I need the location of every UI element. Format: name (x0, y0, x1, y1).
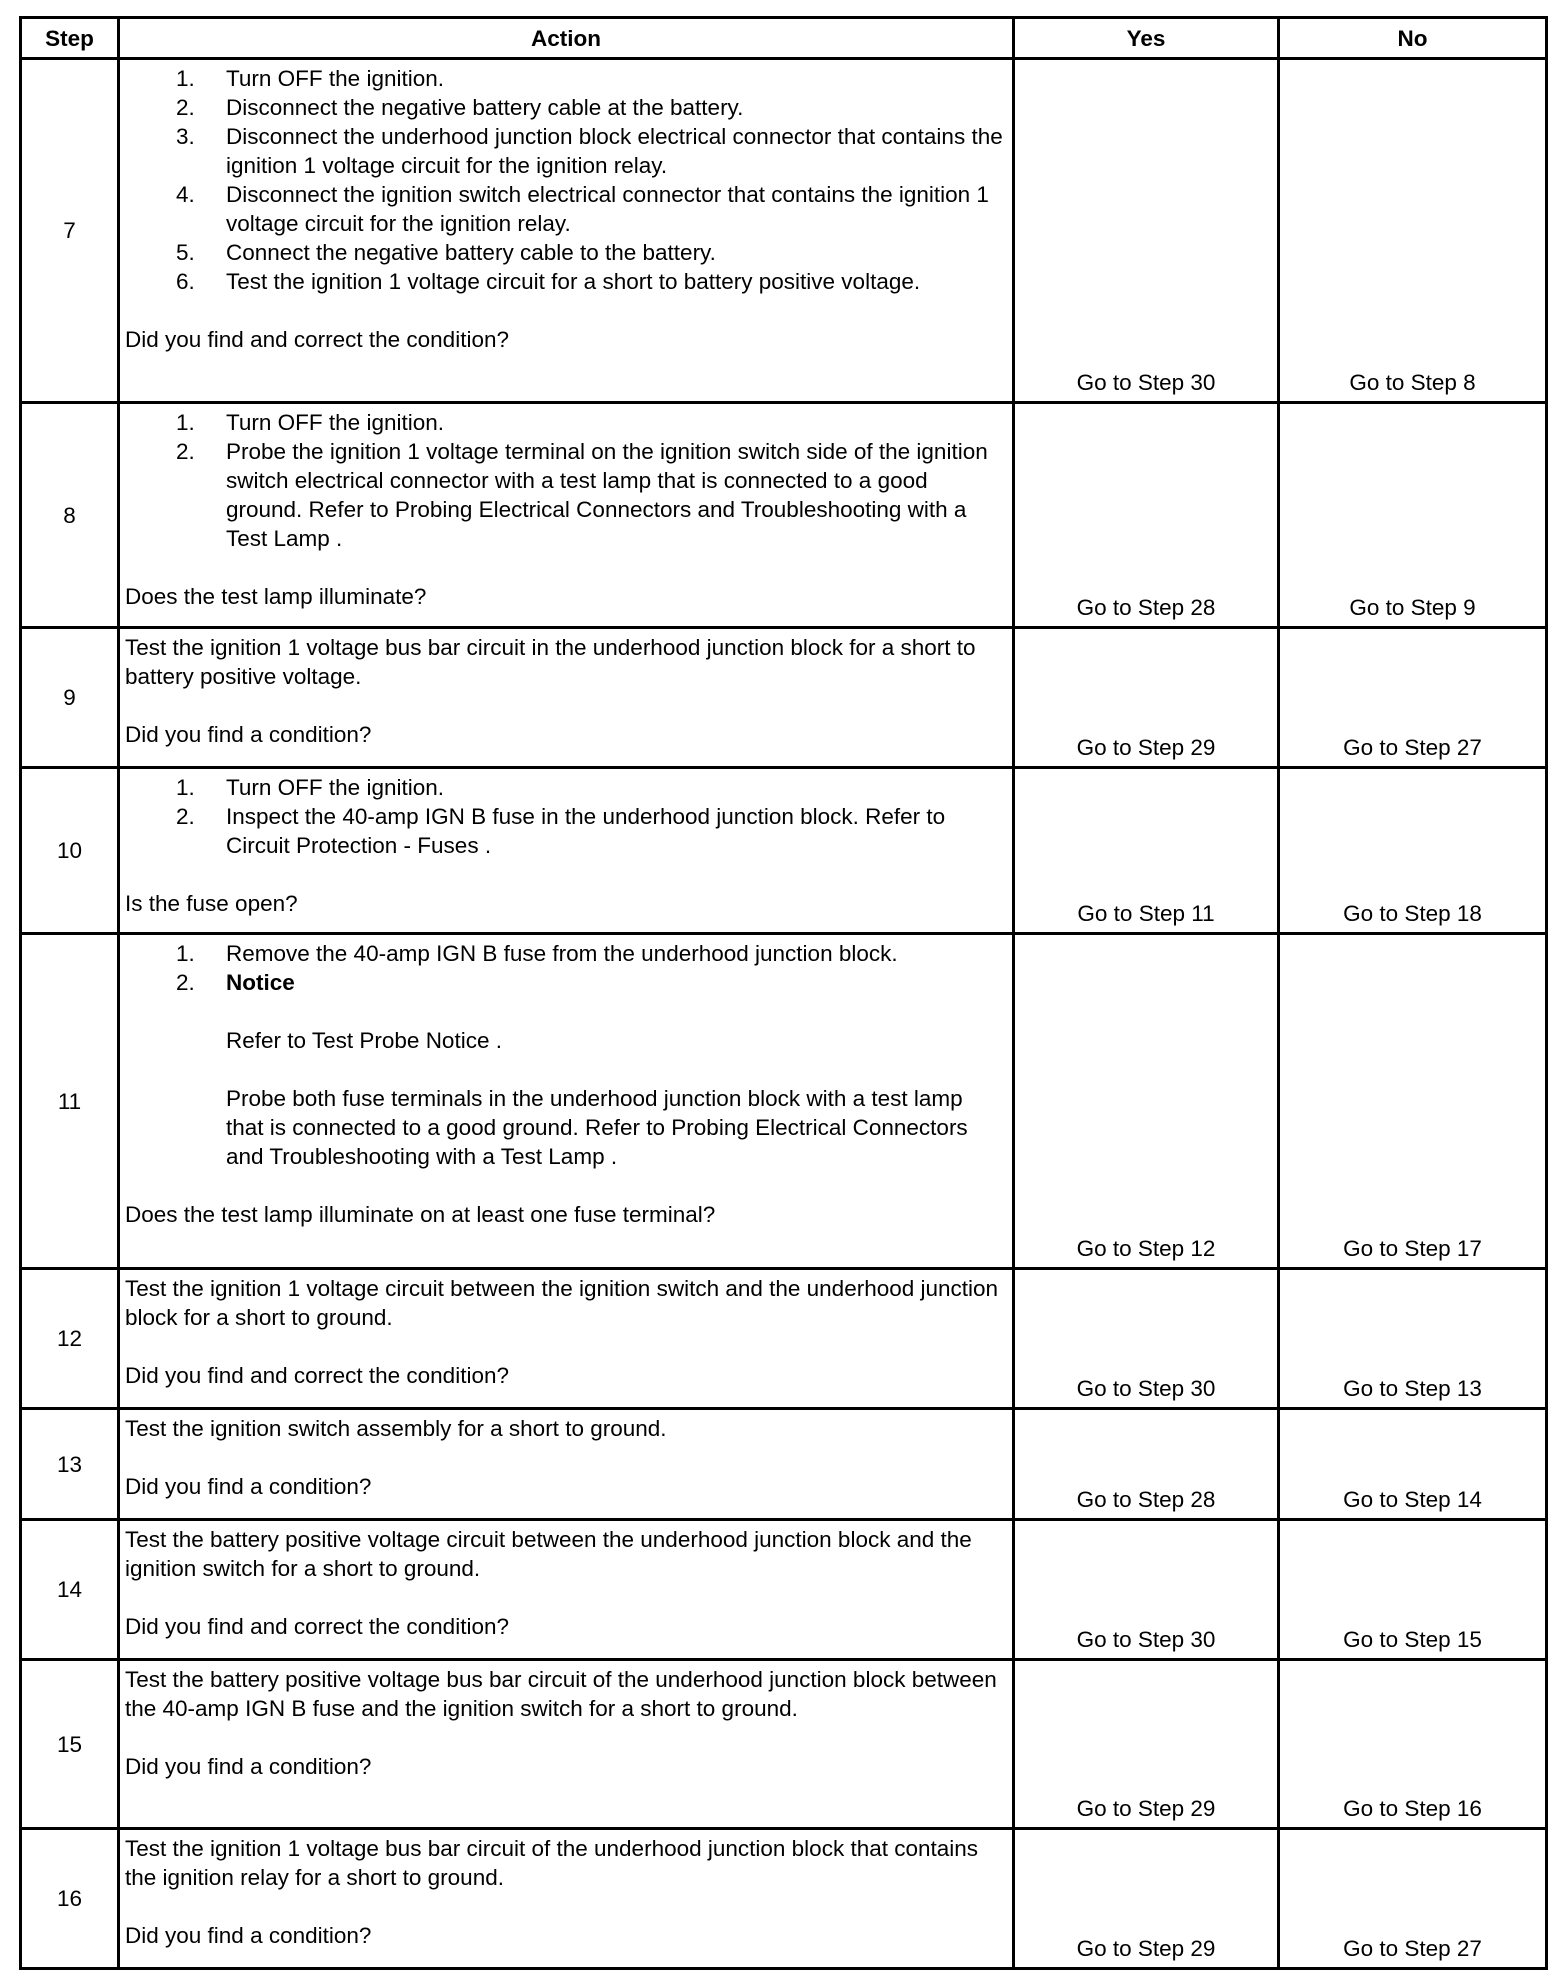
step-number: 15 (21, 1660, 119, 1829)
action-list (125, 408, 1006, 553)
step-number: 7 (21, 59, 119, 403)
no-result: Go to Step 18 (1279, 768, 1547, 934)
yes-result: Go to Step 28 (1014, 1409, 1279, 1520)
no-result: Go to Step 27 (1279, 628, 1547, 768)
table-row (21, 403, 1547, 628)
item-text: Turn OFF the ignition. (226, 410, 445, 435)
item-text: Disconnect the ignition switch electrical connector that contains the ignition 1 voltage circuit for the ignition relay. (226, 182, 989, 236)
question-text: Did you find and correct the condition? (125, 1614, 509, 1639)
list-item (125, 64, 1006, 93)
table-row (21, 1269, 1547, 1409)
list-item (125, 968, 1006, 1171)
yes-result: Go to Step 29 (1014, 1660, 1279, 1829)
step-number: 16 (21, 1829, 119, 1969)
table-row (21, 934, 1547, 1269)
list-item (125, 267, 1006, 296)
list-item (125, 408, 1006, 437)
yes-result: Go to Step 12 (1014, 934, 1279, 1269)
table-row (21, 1660, 1547, 1829)
notice-reference: Refer to Test Probe Notice . (226, 1028, 502, 1053)
step-number: 8 (21, 403, 119, 628)
step-number: 14 (21, 1520, 119, 1660)
action-cell (119, 1269, 1014, 1409)
no-result: Go to Step 17 (1279, 934, 1547, 1269)
action-text: Test the ignition switch assembly for a short to ground. (125, 1416, 667, 1441)
yes-result: Go to Step 11 (1014, 768, 1279, 934)
table-row (21, 1829, 1547, 1969)
list-item (125, 122, 1006, 180)
table-row (21, 1409, 1547, 1520)
action-text: Test the battery positive voltage bus bar circuit of the underhood junction block between the 40-amp IGN B fuse and the ignition switch for a short to ground. (125, 1667, 997, 1721)
item-text: Disconnect the negative battery cable at the battery. (226, 95, 744, 120)
action-text: Test the ignition 1 voltage circuit between the ignition switch and the underhood junction block for a short to ground. (125, 1276, 999, 1330)
question-text: Does the test lamp illuminate? (125, 584, 427, 609)
item-number: 2. (176, 804, 195, 829)
header-step: Step (21, 18, 119, 59)
no-result: Go to Step 15 (1279, 1520, 1547, 1660)
action-cell (119, 1409, 1014, 1520)
item-number: 2. (176, 95, 195, 120)
step-number: 10 (21, 768, 119, 934)
question-text: Did you find a condition? (125, 722, 372, 747)
list-item (125, 93, 1006, 122)
item-number: 5. (176, 240, 195, 265)
item-text: Connect the negative battery cable to the battery. (226, 240, 716, 265)
question-text: Does the test lamp illuminate on at least one fuse terminal? (125, 1202, 716, 1227)
step-number: 12 (21, 1269, 119, 1409)
action-cell (119, 1660, 1014, 1829)
table-row (21, 628, 1547, 768)
item-number: 1. (176, 941, 195, 966)
list-item (125, 238, 1006, 267)
list-item (125, 939, 1006, 968)
notice-label: Notice (226, 970, 295, 995)
header-yes: Yes (1014, 18, 1279, 59)
question-text: Did you find and correct the condition? (125, 327, 509, 352)
item-number: 6. (176, 269, 195, 294)
action-cell (119, 59, 1014, 403)
action-list (125, 939, 1006, 1171)
item-number: 2. (176, 439, 195, 464)
step-number: 13 (21, 1409, 119, 1520)
action-cell (119, 1829, 1014, 1969)
item-text: Remove the 40-amp IGN B fuse from the underhood junction block. (226, 941, 898, 966)
item-number: 1. (176, 775, 195, 800)
action-list (125, 773, 1006, 860)
action-cell (119, 934, 1014, 1269)
no-result: Go to Step 16 (1279, 1660, 1547, 1829)
yes-result: Go to Step 30 (1014, 1269, 1279, 1409)
question-text: Did you find a condition? (125, 1474, 372, 1499)
item-text: Disconnect the underhood junction block electrical connector that contains the ignition 1 voltage circuit for the ignition relay. (226, 124, 1003, 178)
item-number: 3. (176, 124, 195, 149)
list-item (125, 802, 1006, 860)
action-text: Test the ignition 1 voltage bus bar circuit of the underhood junction block that contains the ignition relay for a short to ground. (125, 1836, 979, 1890)
item-text: Turn OFF the ignition. (226, 775, 445, 800)
step-number: 11 (21, 934, 119, 1269)
item-text: Probe the ignition 1 voltage terminal on the ignition switch side of the ignition switch electrical connector with a test lamp that is connected to a good ground. Refer to Probing Electrical Connectors and Troubleshooting with a Test Lamp . (226, 439, 988, 551)
no-result: Go to Step 9 (1279, 403, 1547, 628)
yes-result: Go to Step 28 (1014, 403, 1279, 628)
list-item (125, 773, 1006, 802)
item-number: 4. (176, 182, 195, 207)
list-item (125, 180, 1006, 238)
item-number: 1. (176, 66, 195, 91)
action-cell (119, 403, 1014, 628)
table-row (21, 1520, 1547, 1660)
action-cell (119, 628, 1014, 768)
table-row (21, 59, 1547, 403)
no-result: Go to Step 8 (1279, 59, 1547, 403)
action-text: Test the battery positive voltage circuit between the underhood junction block and the ignition switch for a short to ground. (125, 1527, 972, 1581)
table-row (21, 768, 1547, 934)
action-cell (119, 768, 1014, 934)
no-result: Go to Step 14 (1279, 1409, 1547, 1520)
question-text: Is the fuse open? (125, 891, 298, 916)
yes-result: Go to Step 30 (1014, 59, 1279, 403)
yes-result: Go to Step 29 (1014, 1829, 1279, 1969)
no-result: Go to Step 27 (1279, 1829, 1547, 1969)
action-text: Test the ignition 1 voltage bus bar circuit in the underhood junction block for a short to battery positive voltage. (125, 635, 976, 689)
item-text: Turn OFF the ignition. (226, 66, 445, 91)
step-number: 9 (21, 628, 119, 768)
header-action: Action (119, 18, 1014, 59)
no-result: Go to Step 13 (1279, 1269, 1547, 1409)
item-text: Test the ignition 1 voltage circuit for a short to battery positive voltage. (226, 269, 921, 294)
item-text: Inspect the 40-amp IGN B fuse in the underhood junction block. Refer to Circuit Protection - Fuses . (226, 804, 946, 858)
question-text: Did you find a condition? (125, 1754, 372, 1779)
action-list (125, 64, 1006, 296)
header-row (21, 18, 1547, 59)
yes-result: Go to Step 29 (1014, 628, 1279, 768)
question-text: Did you find a condition? (125, 1923, 372, 1948)
item-number: 2. (176, 970, 195, 995)
header-no: No (1279, 18, 1547, 59)
list-item (125, 437, 1006, 553)
item-text: Probe both fuse terminals in the underhood junction block with a test lamp that is connected to a good ground. Refer to Probing Electrical Connectors and Troubleshooting with a Test Lamp . (226, 1086, 968, 1169)
item-number: 1. (176, 410, 195, 435)
yes-result: Go to Step 30 (1014, 1520, 1279, 1660)
question-text: Did you find and correct the condition? (125, 1363, 509, 1388)
diagnostic-table (19, 16, 1548, 1970)
action-cell (119, 1520, 1014, 1660)
